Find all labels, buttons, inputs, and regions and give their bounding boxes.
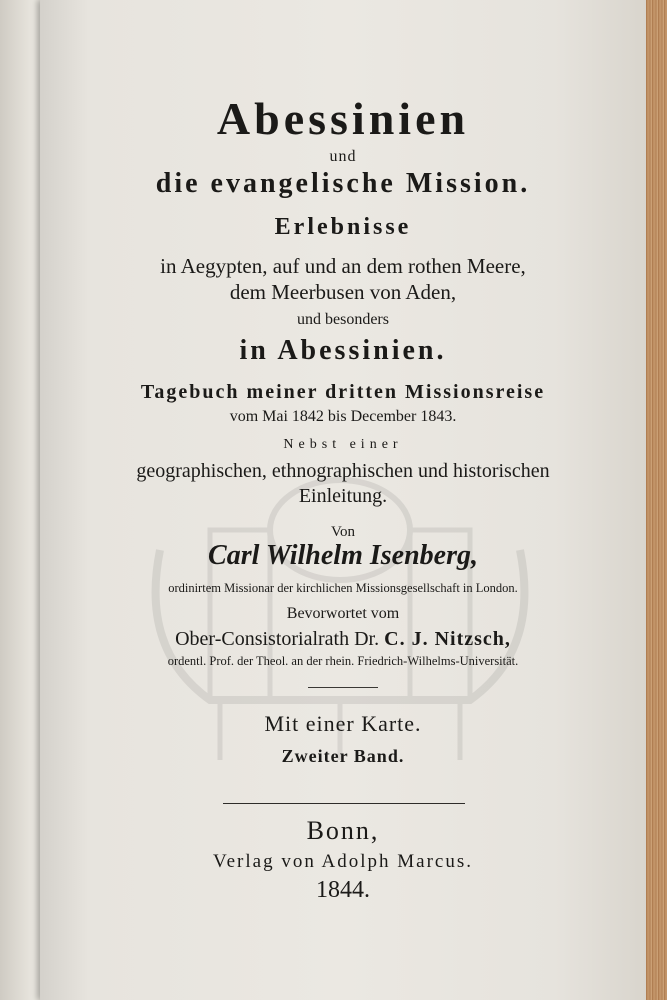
text-line-karte: Mit einer Karte. [264, 711, 422, 736]
text-line-bevorwortet: Bevorwortet vom [286, 605, 400, 622]
heading-erlebnisse: Erlebnisse [274, 214, 412, 240]
page-block-edge [646, 0, 667, 1000]
conjunction-und: und [329, 148, 357, 165]
text-line-nebst: Nebst einer [283, 437, 403, 452]
book-title: Abessinien [216, 93, 470, 144]
text-line-besonders: und besonders [297, 311, 389, 328]
preface-prefix: Ober-Consistorialrath Dr. [175, 628, 380, 650]
text-line-meerbusen: dem Meerbusen von Aden, [229, 280, 457, 304]
divider-long [223, 803, 465, 804]
text-line-geographischen: geographischen, ethnographischen und historischen [136, 460, 550, 482]
publisher: Verlag von Adolph Marcus. [212, 851, 474, 872]
date-range: vom Mai 1842 bis December 1843. [229, 408, 457, 425]
author-role: ordinirtem Missionar der kirchlichen Missionsgesellschaft in London. [168, 581, 518, 595]
text-line-aegypten: in Aegypten, auf und an dem rothen Meere, [160, 254, 526, 278]
text-line-von: Von [331, 524, 355, 540]
text-line-einleitung: Einleitung. [298, 485, 388, 507]
book-subtitle: die evangelische Mission. [155, 168, 531, 199]
preface-name: C. J. Nitzsch, [384, 628, 511, 650]
preface-author-role: ordentl. Prof. der Theol. an der rhein. Friedrich-Wilhelms-Universität. [167, 654, 519, 668]
author-name: Carl Wilhelm Isenberg, [208, 540, 478, 571]
divider-short [308, 687, 378, 688]
heading-in-abessinien: in Abessinien. [239, 335, 447, 366]
title-page [40, 0, 646, 1000]
publication-year: 1844. [316, 877, 370, 903]
publication-place: Bonn, [306, 816, 380, 845]
volume-label: Zweiter Band. [281, 746, 405, 766]
heading-tagebuch: Tagebuch meiner dritten Missionsreise [140, 381, 546, 403]
preface-author-line [40, 628, 646, 651]
